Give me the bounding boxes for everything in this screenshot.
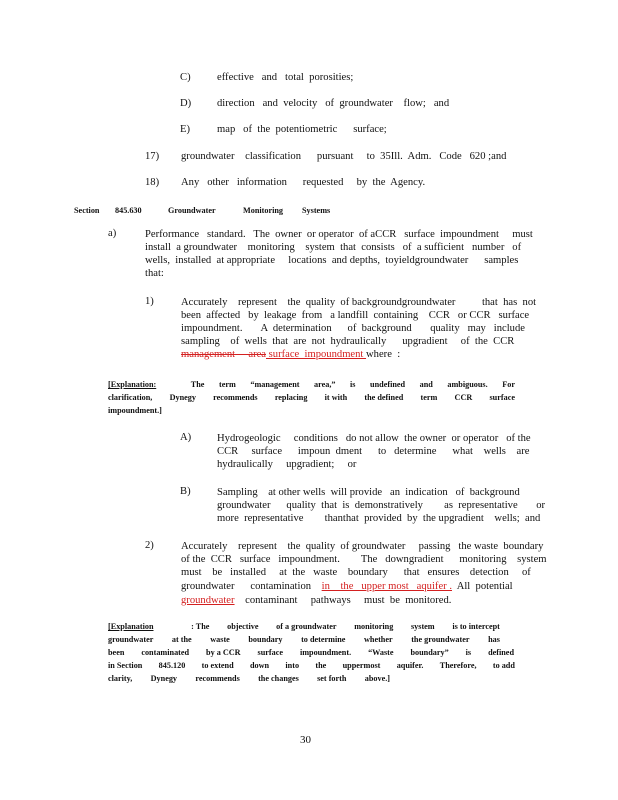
explanation-label: [Explanation: bbox=[108, 380, 157, 389]
para-a-line: wells, installed at appropriate locations and depths, toyieldgroundwater samples bbox=[145, 255, 519, 266]
word: replacing bbox=[274, 393, 308, 402]
word: has bbox=[488, 635, 500, 644]
list-text-d: direction and velocity of groundwater flow; and bbox=[217, 98, 450, 109]
item-2-line: Accurately represent the quality of groundwater passing the waste boundary bbox=[181, 541, 544, 552]
explanation-1-line bbox=[108, 379, 515, 391]
item-a-line: CCR surface impoun dment to determine what wells are bbox=[217, 446, 530, 457]
para-a-line: Performance standard. The owner or operator of aCCR surface impoundment must bbox=[145, 229, 533, 240]
item-1-line: sampling of wells that are not hydraulically upgradient of the CCR bbox=[181, 336, 515, 347]
word: whether bbox=[363, 635, 393, 644]
inserted-text: groundwater bbox=[181, 595, 235, 606]
explanation-2-line bbox=[108, 621, 500, 633]
list-marker-18: 18) bbox=[145, 177, 160, 188]
section-title-1: Groundwater bbox=[168, 206, 216, 215]
explanation-1-line: impoundment.] bbox=[108, 406, 162, 415]
explanation-2-line bbox=[108, 673, 390, 685]
word: it with bbox=[324, 393, 348, 402]
word: “management bbox=[250, 380, 300, 389]
word: the changes bbox=[258, 674, 299, 683]
word: is to intercept bbox=[452, 622, 500, 631]
word: by a CCR bbox=[206, 648, 241, 657]
word: boundary” bbox=[410, 648, 449, 657]
word: ambiguous. bbox=[447, 380, 488, 389]
word: For bbox=[502, 380, 515, 389]
item-2-line: of the CCR surface impoundment. The downgradient monitoring system bbox=[181, 554, 547, 565]
item-1-marker: 1) bbox=[145, 296, 154, 307]
explanation-2-line bbox=[108, 660, 515, 672]
word: recommends bbox=[213, 393, 258, 402]
list-marker-c: C) bbox=[180, 72, 191, 83]
word: clarification, bbox=[108, 393, 153, 402]
word: system bbox=[410, 622, 435, 631]
word: term bbox=[218, 380, 236, 389]
word: undefined bbox=[370, 380, 406, 389]
item-2-text: All potential bbox=[456, 581, 513, 592]
word: and bbox=[419, 380, 433, 389]
item-1-line: impoundment. A determination of background quality may include bbox=[181, 323, 525, 334]
list-text-e: map of the potentiometric surface; bbox=[217, 124, 387, 135]
item-b-marker: B) bbox=[180, 486, 191, 497]
word: of a groundwater bbox=[276, 622, 337, 631]
item-a-line: hydraulically upgradient; or bbox=[217, 459, 357, 470]
word: groundwater bbox=[108, 635, 154, 644]
word: clarity, bbox=[108, 674, 133, 683]
word: the bbox=[315, 661, 327, 670]
word: waste bbox=[210, 635, 230, 644]
section-title-2: Monitoring bbox=[243, 206, 284, 215]
item-2-line-5 bbox=[181, 594, 451, 607]
explanation-2-line bbox=[108, 647, 514, 659]
word: in Section bbox=[108, 661, 143, 670]
word: set forth bbox=[317, 674, 347, 683]
word: aquifer. bbox=[396, 661, 424, 670]
section-title-3: Systems bbox=[302, 206, 331, 215]
word: surface bbox=[489, 393, 515, 402]
list-text-17: groundwater classification pursuant to 35Ill. Adm. Code 620 ;and bbox=[181, 151, 507, 162]
item-2-line: must be installed at the waste boundary that ensures detection of bbox=[181, 567, 531, 578]
word: surface bbox=[257, 648, 283, 657]
list-text-c: effective and total porosities; bbox=[217, 72, 354, 83]
item-1-line-5 bbox=[181, 348, 400, 361]
word: boundary bbox=[248, 635, 283, 644]
word: to add bbox=[492, 661, 515, 670]
item-2-line-4 bbox=[181, 580, 513, 593]
word: term bbox=[420, 393, 438, 402]
item-1-trailing: where : bbox=[366, 349, 401, 360]
word: “Waste bbox=[368, 648, 394, 657]
word: above.] bbox=[364, 674, 390, 683]
word: : The bbox=[191, 622, 210, 631]
inserted-text: in the upper most aquifer . bbox=[321, 581, 452, 592]
word: The bbox=[190, 380, 205, 389]
list-marker-17: 17) bbox=[145, 151, 160, 162]
item-2-text: contaminant pathways must be monitored. bbox=[245, 595, 452, 606]
word: the groundwater bbox=[411, 635, 470, 644]
item-a-line: Hydrogeologic conditions do not allow the owner or operator of the bbox=[217, 433, 531, 444]
word: contaminated bbox=[141, 648, 190, 657]
deleted-text: management area bbox=[181, 349, 266, 360]
word: defined bbox=[488, 648, 514, 657]
inserted-text: surface impoundment bbox=[266, 349, 367, 360]
item-2-text: groundwater contamination bbox=[181, 581, 312, 592]
word: objective bbox=[227, 622, 259, 631]
section-word: Section bbox=[74, 206, 100, 215]
word: into bbox=[285, 661, 300, 670]
item-1-line: Accurately represent the quality of backgroundgroundwater that has not bbox=[181, 297, 537, 308]
word: impoundment. bbox=[299, 648, 352, 657]
explanation-label: [Explanation bbox=[108, 622, 154, 631]
item-a-marker: A) bbox=[180, 432, 192, 443]
word: to extend bbox=[201, 661, 234, 670]
item-1-line: been affected by leakage from a landfill containing CCR or CCR surface bbox=[181, 310, 530, 321]
word: to determine bbox=[301, 635, 346, 644]
para-a-line: install a groundwater monitoring system that consists of a sufficient number of bbox=[145, 242, 522, 253]
page-number: 30 bbox=[300, 734, 311, 746]
explanation-2-line bbox=[108, 634, 500, 646]
word: the defined bbox=[364, 393, 404, 402]
section-number: 845.630 bbox=[115, 206, 142, 215]
list-text-18: Any other information requested by the Agency. bbox=[181, 177, 426, 188]
list-marker-d: D) bbox=[180, 98, 192, 109]
item-b-line: groundwater quality that is demonstratively as representative or bbox=[217, 500, 546, 511]
item-b-line: more representative thanthat provided by the upgradient wells; and bbox=[217, 513, 541, 524]
word: area,” bbox=[314, 380, 336, 389]
word: uppermost bbox=[342, 661, 381, 670]
explanation-1-line bbox=[108, 392, 515, 404]
word: Dynegy bbox=[150, 674, 178, 683]
item-b-line: Sampling at other wells will provide an indication of background bbox=[217, 487, 520, 498]
word: CCR bbox=[454, 393, 473, 402]
word: recommends bbox=[195, 674, 240, 683]
word: Therefore, bbox=[439, 661, 477, 670]
para-a-marker: a) bbox=[108, 228, 117, 239]
para-a-line: that: bbox=[145, 268, 164, 279]
word: been bbox=[108, 648, 125, 657]
item-2-marker: 2) bbox=[145, 540, 154, 551]
word: 845.120 bbox=[158, 661, 186, 670]
word: monitoring bbox=[354, 622, 394, 631]
word: at the bbox=[171, 635, 192, 644]
word: is bbox=[465, 648, 472, 657]
word: is bbox=[350, 380, 356, 389]
word: down bbox=[249, 661, 270, 670]
word: Dynegy bbox=[169, 393, 196, 402]
list-marker-e: E) bbox=[180, 124, 190, 135]
